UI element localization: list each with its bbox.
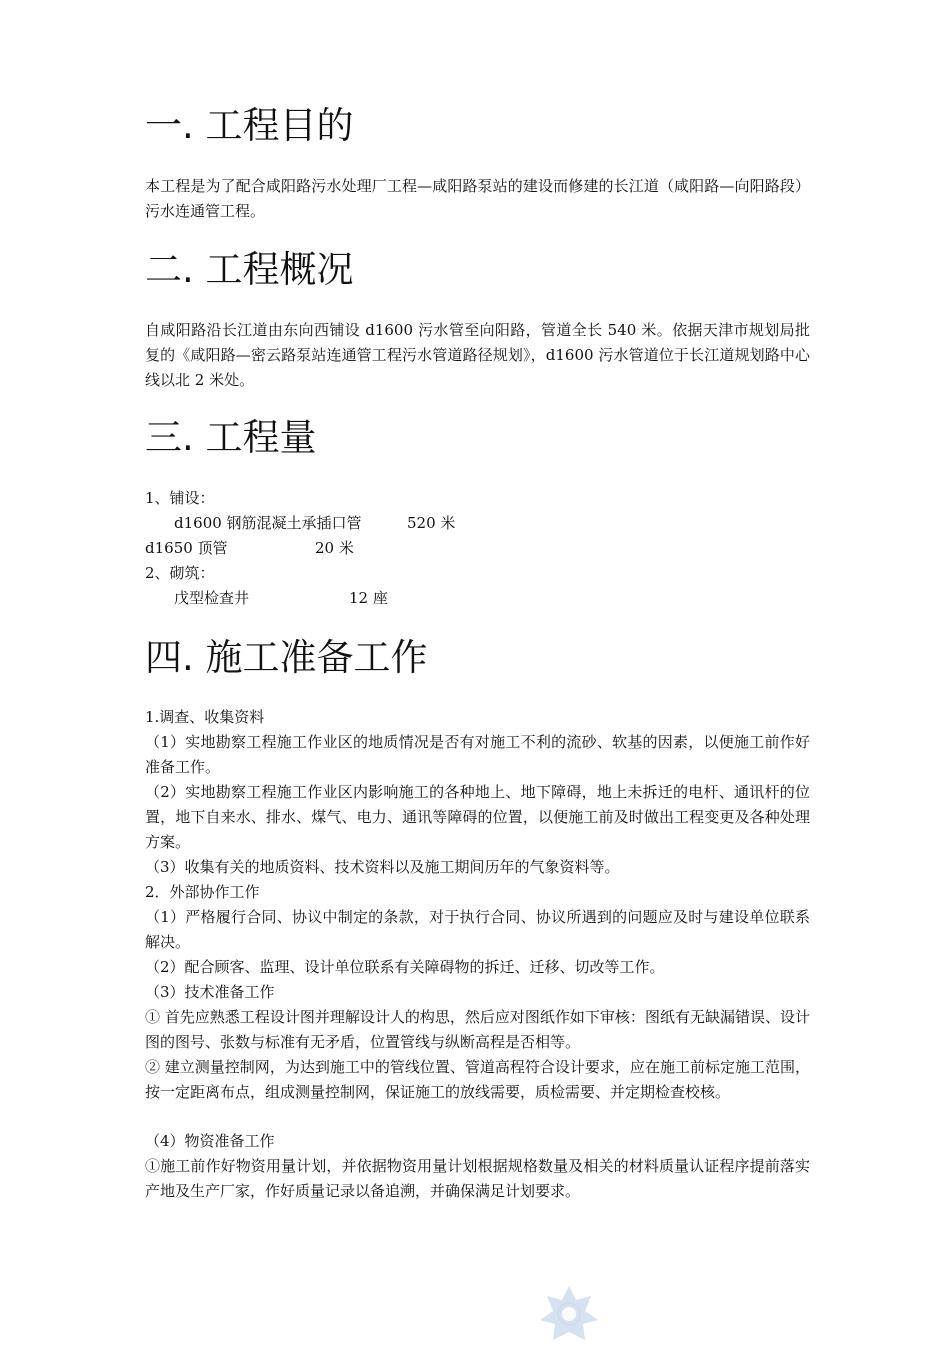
well-quantity: 12 座 [349, 589, 388, 607]
prep-line-3: （2）实地勘察工程施工作业区内影响施工的各种地上、地下障碍，地上未拆迁的电杆、通讯杆的位置，地下自来水、排水、煤气、电力、通讯等障碍的位置，以便施工前及时做出工程变更及各种处理方案。 [145, 783, 810, 851]
prep-line-2: （1）实地勘察工程施工作业区的地质情况是否有对施工不利的流砂、软基的因素，以便施工前作好准备工作。 [145, 733, 810, 776]
prep-line-5: 2．外部协作工作 [145, 883, 260, 901]
pipe2-name: d1650 顶管 [145, 539, 228, 557]
pipe1-name: d1600 钢筋混凝土承插口管 [174, 514, 362, 532]
well-name: 戊型检查井 [174, 589, 250, 607]
prep-line-10: ② 建立测量控制网，为达到施工中的管线位置、管道高程符合设计要求，应在施工前标定施工范围，按一定距离布点，组成测量控制网，保证施工的放线需要，质检需要、并定期检查校核。 [145, 1058, 810, 1101]
section-3-heading: 三. 工程量 [145, 416, 317, 459]
laying-title: 1、铺设： [145, 489, 215, 507]
masonry-title: 2、砌筑： [145, 564, 215, 582]
section-1-paragraph: 本工程是为了配合咸阳路污水处理厂工程—咸阳路泵站的建设而修建的长江道（咸阳路—向阳路段）污水连通管工程。 [145, 177, 810, 220]
prep-line-11: （4）物资准备工作 [145, 1132, 275, 1150]
pipe1-quantity: 520 米 [407, 514, 456, 532]
pipe2-quantity: 20 米 [315, 539, 354, 557]
prep-line-4: （3）收集有关的地质资料、技术资料以及施工期间历年的气象资料等。 [145, 858, 620, 876]
prep-line-12: ①施工前作好物资用量计划，并依据物资用量计划根据规格数量及相关的材料质量认证程序提前落实产地及生产厂家，作好质量记录以备追溯，并确保满足计划要求。 [145, 1157, 810, 1200]
section-2-paragraph: 自咸阳路沿长江道由东向西铺设 d1600 污水管至向阳路，管道全长 540 米。依据天津市规划局批复的《咸阳路—密云路泵站连通管工程污水管道路径规划》，d1600 污水管道位于长江道规划路中心线以北 2 米处。 [145, 321, 810, 389]
snowflake-logo-icon [536, 1282, 602, 1344]
prep-line-9: ① 首先应熟悉工程设计图并理解设计人的构思，然后应对图纸作如下审核：图纸有无缺漏错误、设计图的图号、张数与标准有无矛盾，位置管线与纵断高程是否相等。 [145, 1008, 810, 1051]
section-1-heading: 一. 工程目的 [145, 104, 354, 147]
section-2-heading: 二. 工程概况 [145, 248, 354, 291]
prep-line-8: （3）技术准备工作 [145, 983, 275, 1001]
prep-line-6: （1）严格履行合同、协议中制定的条款，对于执行合同、协议所遇到的问题应及时与建设单位联系解决。 [145, 908, 810, 951]
prep-line-1: 1.调查、收集资料 [145, 708, 265, 726]
section-4-heading: 四. 施工准备工作 [145, 636, 428, 679]
prep-line-7: （2）配合顾客、监理、设计单位联系有关障碍物的拆迁、迁移、切改等工作。 [145, 958, 665, 976]
